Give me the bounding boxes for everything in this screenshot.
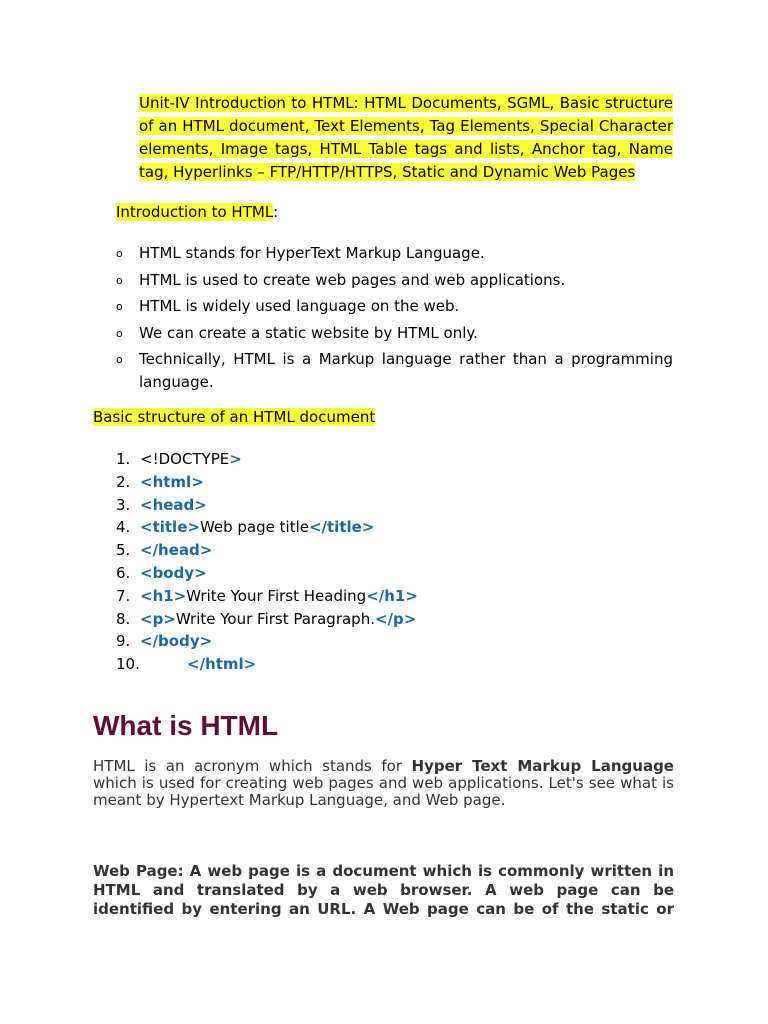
code-text: <!DOCTYPE (140, 450, 230, 468)
code-line (116, 471, 418, 494)
bullet-text: We can create a static website by HTML only. (139, 323, 478, 342)
code-text: Write Your First Heading (186, 586, 367, 605)
list-item (116, 295, 673, 318)
code-tag: </body> (140, 632, 213, 651)
paragraph-text: HTML is an acronym which stands for (93, 757, 412, 775)
code-text: Web page title (199, 518, 309, 537)
line-number: 2. (116, 472, 131, 491)
code-tag: </h1> (366, 586, 418, 605)
unit-overview-text: Unit-IV Introduction to HTML: HTML Documents, SGML, Basic structure of an HTML document, Text Elements, Tag Elements, Special Character elements, Image tags, HTML Table tags and lists, Anchor tag, Name tag, Hyperlinks – FTP/HTTP/HTTPS, Static and Dynamic Web Pages (139, 94, 673, 181)
code-tag: </html> (187, 655, 257, 674)
code-tag: <body> (140, 563, 207, 582)
line-number: 5. (116, 541, 131, 560)
code-line (116, 608, 418, 631)
code-line (116, 539, 418, 562)
basic-structure-heading-text: Basic structure of an HTML document (93, 408, 376, 426)
intro-bullet-list (116, 242, 673, 398)
section-title: What is HTML (93, 710, 279, 741)
code-tag: </title> (308, 518, 375, 537)
code-tag: <h1> (140, 586, 187, 605)
intro-heading (116, 201, 278, 224)
code-line (116, 630, 418, 653)
bullet-text: HTML is used to create web pages and web applications. (139, 270, 566, 289)
intro-heading-colon: : (273, 203, 279, 221)
line-number: 7. (116, 586, 131, 605)
line-number: 8. (116, 609, 131, 628)
intro-heading-text: Introduction to HTML (116, 203, 274, 221)
bullet-marker: o (116, 353, 123, 366)
bullet-text: Technically, HTML is a Markup language rather than a programming language. (139, 350, 673, 391)
code-line (116, 448, 418, 471)
line-number: 1. (116, 450, 131, 468)
line-number: 6. (116, 563, 131, 582)
code-line (116, 653, 418, 676)
list-item (116, 269, 673, 292)
code-text: Write Your First Paragraph. (175, 609, 375, 628)
line-number: 10. (116, 655, 140, 674)
bullet-marker: o (116, 273, 123, 287)
code-list (116, 448, 418, 676)
line-number: 9. (116, 632, 131, 651)
code-line (116, 494, 418, 517)
code-line (116, 516, 418, 539)
code-tag: <title> (140, 518, 200, 537)
code-line (116, 585, 418, 608)
unit-overview (139, 92, 673, 184)
definition-paragraph (93, 758, 674, 809)
code-tag: > (229, 450, 242, 468)
basic-structure-heading (93, 406, 375, 429)
web-page-paragraph: Web Page: A web page is a document which is commonly written in HTML and translated by a web browser. A web page can be identified by entering an URL. A Web page can be of the static or (93, 862, 674, 918)
code-tag: </head> (140, 541, 213, 560)
code-tag: <p> (140, 609, 176, 628)
list-item (116, 322, 673, 345)
bullet-text: HTML is widely used language on the web. (139, 297, 460, 315)
bullet-marker: o (116, 300, 123, 313)
line-number: 3. (116, 495, 131, 514)
list-item (116, 242, 673, 265)
paragraph-bold: Hyper Text Markup Language (411, 757, 674, 775)
list-item (116, 348, 673, 394)
code-tag: <html> (140, 472, 204, 491)
bullet-text: HTML stands for HyperText Markup Language. (139, 244, 485, 262)
line-number: 4. (116, 518, 131, 537)
bullet-marker: o (116, 247, 123, 260)
paragraph-text: which is used for creating web pages and web applications. Let's see what is meant by Hypertext Markup Language, and Web page. (93, 774, 674, 809)
code-tag: <head> (140, 495, 207, 514)
bullet-marker: o (116, 326, 123, 340)
code-tag: </p> (374, 609, 417, 628)
code-line (116, 562, 418, 585)
